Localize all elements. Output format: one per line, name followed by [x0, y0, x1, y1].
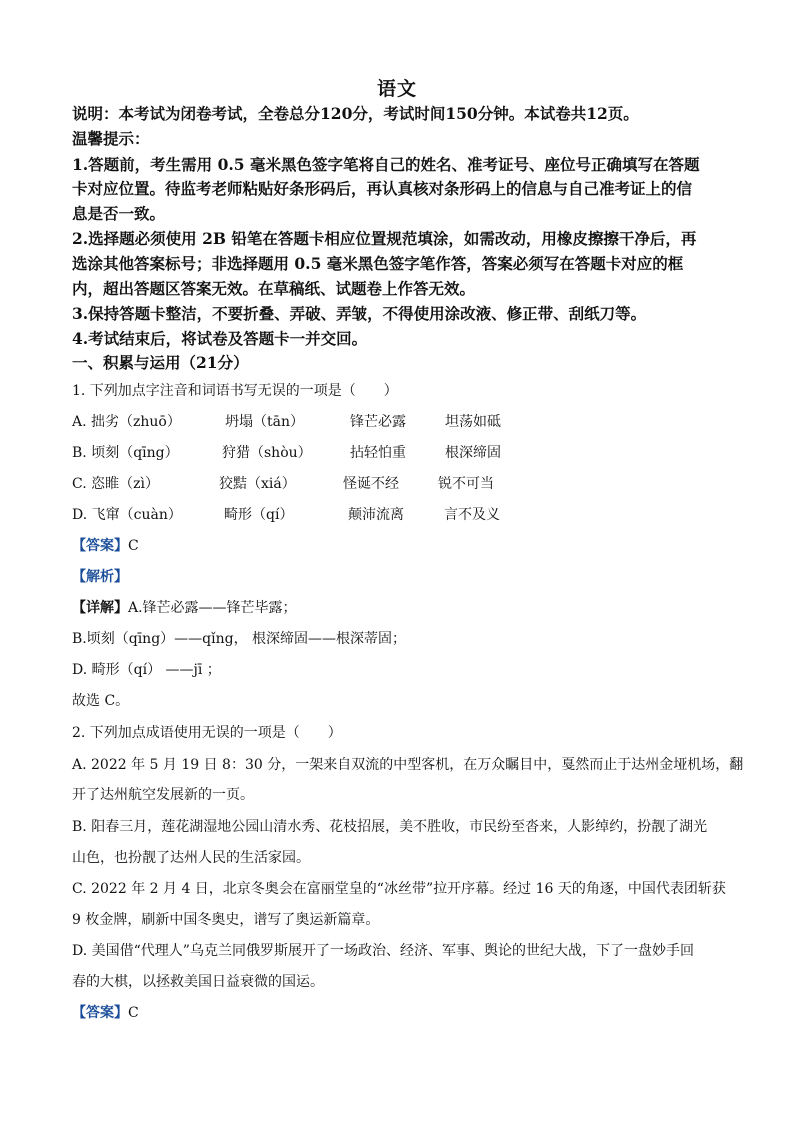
question-2-stem: 2. 下列加点成语使用无误的一项是（ ） [72, 725, 342, 741]
analysis-tag: 【解析】 [72, 569, 128, 585]
answer-tag: 【答案】 [72, 538, 128, 554]
option-d-word-4: 言不及义 [444, 507, 500, 523]
answer-tag: 【答案】 [72, 1005, 128, 1021]
detail-text: A.锋芒必露——锋芒毕露； [128, 600, 297, 616]
question-1-analysis-tag [72, 567, 722, 587]
question-2-option-c-line-1: C. 2022 年 2 月 4 日，北京冬奥会在富丽堂皇的“冰丝带”拉开序幕。经过 16 天的角逐，中国代表团斩获 [72, 881, 726, 897]
question-2-option-b-line-1: B. 阳春三月，莲花湖湿地公园山清水秀、花枝招展，美不胜收，市民纷至沓来，人影绰约，扮靓了湖光 [72, 819, 708, 835]
option-c-word-3: 怪诞不经 [343, 476, 399, 492]
option-a-word-2: 坍塌（tān） [225, 414, 304, 430]
tip-4: 4.考试结束后，将试卷及答题卡一并交回。 [72, 329, 368, 348]
option-c-word-4: 锐不可当 [438, 476, 494, 492]
option-a-word-3: 锋芒必露 [350, 414, 406, 430]
option-d-word-2: 畸形（qí） [224, 507, 294, 523]
answer-value: C [128, 538, 139, 554]
option-a-word-1: A. 拙劣（zhuō） [72, 414, 181, 430]
option-b-word-1: B. 顷刻（qīng） [72, 445, 179, 461]
tip-1-line-1: 1.答题前，考生需用 0.5 毫米黑色签字笔将自己的姓名、准考证号、座位号正确填写在答题 [72, 155, 700, 174]
option-b-word-4: 根深缔固 [445, 445, 501, 461]
question-1-detail-line-1 [72, 598, 722, 618]
option-b-word-3: 拈轻怕重 [350, 445, 406, 461]
detail-tag: 【详解】 [72, 600, 128, 616]
option-d-word-3: 颠沛流离 [348, 507, 404, 523]
option-c-word-2: 狡黠（xiá） [219, 476, 296, 492]
tip-2-line-2: 选涂其他答案标号；非选择题用 0.5 毫米黑色签字笔作答，答案必须写在答题卡对应的框 [72, 254, 684, 273]
question-2-option-b-line-2: 山色，也扮靓了达州人民的生活家园。 [72, 850, 310, 866]
section-heading: 一、积累与运用（21分） [72, 353, 249, 372]
tip-2-line-1: 2.选择题必须使用 2B 铅笔在答题卡相应位置规范填涂，如需改动，用橡皮擦擦干净后，再 [72, 229, 697, 248]
option-b-word-2: 狩猎（shòu） [222, 445, 312, 461]
tip-3: 3.保持答题卡整洁，不要折叠、弄破、弄皱，不得使用涂改液、修正带、刮纸刀等。 [72, 304, 647, 323]
question-2-option-c-line-2: 9 枚金牌，刷新中国冬奥史，谱写了奥运新篇章。 [72, 912, 380, 928]
tips-heading: 温馨提示： [72, 129, 150, 148]
tip-1-line-2: 卡对应位置。待监考老师粘贴好条形码后，再认真核对条形码上的信息与自己准考证上的信 [72, 179, 693, 198]
question-2-option-d-line-2: 春的大棋，以拯救美国日益衰微的国运。 [72, 974, 324, 990]
question-1-stem: 1. 下列加点字注音和词语书写无误的一项是（ ） [72, 383, 398, 399]
question-2-option-a-line-1: A. 2022 年 5 月 19 日 8：30 分，一架来自双流的中型客机，在万众瞩目中，戛然而止于达州金垭机场，翻 [72, 757, 744, 773]
question-1-conclusion: 故选 C。 [72, 693, 130, 709]
question-1-answer [72, 536, 722, 556]
tip-2-line-3: 内，超出答题区答案无效。在草稿纸、试题卷上作答无效。 [72, 279, 476, 298]
tip-1-line-3: 息是否一致。 [72, 204, 166, 223]
question-2-answer [72, 1003, 722, 1023]
question-1-detail-line-2: B.顷刻（qīng）——qǐng， 根深缔固——根深蒂固； [72, 631, 407, 647]
question-2-option-d-line-1: D. 美国借“代理人”乌克兰同俄罗斯展开了一场政治、经济、军事、舆论的世纪大战，下了一盘妙手回 [72, 943, 694, 959]
option-a-word-4: 坦荡如砥 [445, 414, 501, 430]
question-1-detail-line-3: D. 畸形（qí） ——jī ； [72, 662, 221, 678]
exam-instructions: 说明：本考试为闭卷考试，全卷总分120分，考试时间150分钟。本试卷共12页。 [72, 104, 639, 123]
question-2-option-a-line-2: 开了达州航空发展新的一页。 [72, 787, 254, 803]
option-c-word-1: C. 恣睢（zì） [72, 476, 159, 492]
answer-value: C [128, 1005, 139, 1021]
option-d-word-1: D. 飞窜（cuàn） [72, 507, 182, 523]
page-title: 语文 [376, 78, 417, 100]
